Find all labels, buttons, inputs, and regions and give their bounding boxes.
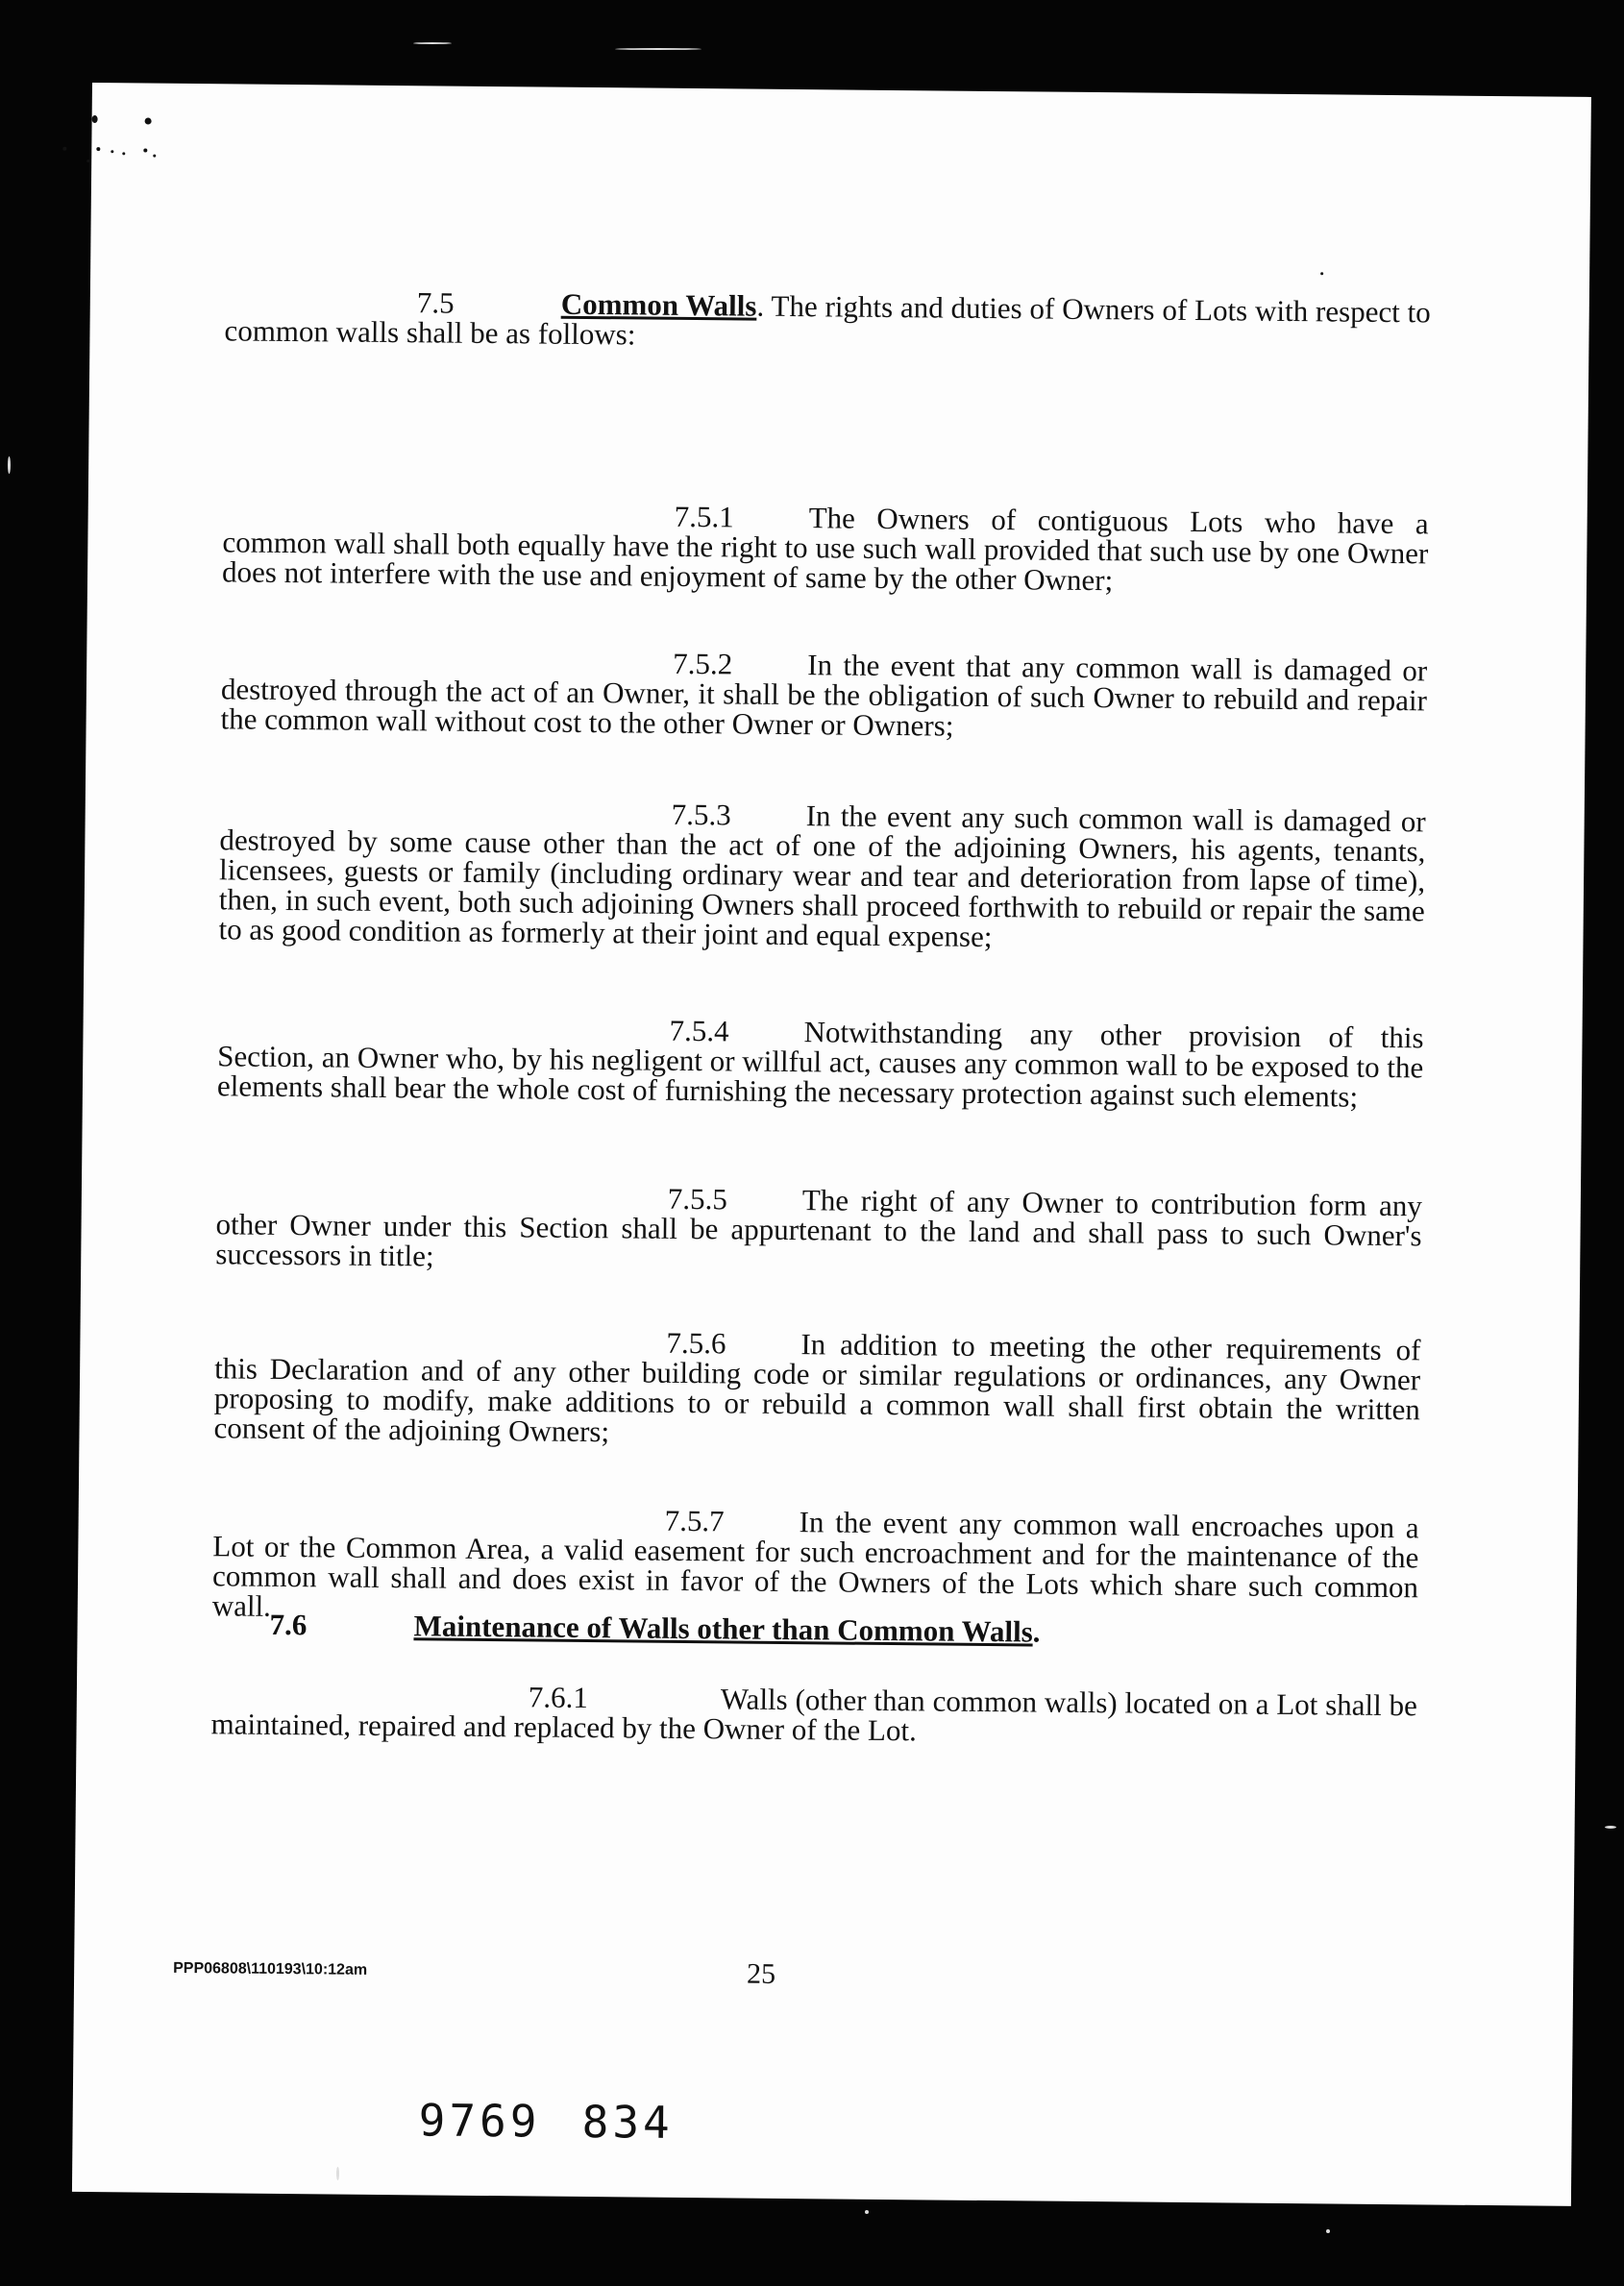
subsection-text: In the event that any common wall is damaged or destroyed through the act of an Owner, it shall be the obligation of such Owner to rebuild and repair the common wall without cost to the other Owner or Owners; xyxy=(220,648,1428,743)
scan-speck xyxy=(8,456,11,474)
subsection-7-5-5 xyxy=(215,1179,1422,1280)
scan-speck xyxy=(153,155,156,158)
document-page xyxy=(72,83,1591,2206)
subsection-7-5-6 xyxy=(213,1323,1420,1454)
section-number: 7.5 xyxy=(416,285,455,320)
subsection-number: 7.5.3 xyxy=(671,797,731,832)
scan-speck xyxy=(1320,272,1323,275)
subsection-number: 7.6.1 xyxy=(528,1680,589,1715)
subsection-7-5-2 xyxy=(221,644,1428,745)
stamp-number-right: 834 xyxy=(581,2095,675,2149)
scan-speck xyxy=(865,2210,869,2214)
scan-speck xyxy=(96,147,100,151)
scan-speck xyxy=(1326,2229,1330,2233)
subsection-number: 7.5.2 xyxy=(673,646,733,681)
scan-speck xyxy=(111,150,113,153)
subsection-number: 7.5.4 xyxy=(669,1013,729,1048)
scan-speck xyxy=(122,152,125,155)
subsection-number: 7.5.5 xyxy=(667,1181,728,1217)
scan-speck xyxy=(336,2167,339,2180)
scan-speck xyxy=(62,147,66,151)
page-number: 25 xyxy=(746,1957,776,1990)
scan-speck xyxy=(145,118,152,125)
scan-speck xyxy=(413,42,452,44)
scan-speck xyxy=(1605,1826,1616,1829)
subsection-text: The Owners of contiguous Lots who have a common wall shall both equally have the right to use such wall provided that such use by one Owner does not interfere with the use and enjoyment of same by the other Owner; xyxy=(221,501,1429,598)
scan-speck xyxy=(143,149,147,153)
section-intro: . The rights and duties of Owners of Lots with respect to common walls shall be as follows: xyxy=(224,288,1431,352)
subsection-7-6-1 xyxy=(210,1679,1417,1750)
stamp-number-left: 9769 xyxy=(418,2094,541,2148)
subsection-number: 7.5.7 xyxy=(664,1503,725,1538)
section-number: 7.6 xyxy=(269,1607,308,1642)
subsection-text: Notwithstanding any other provision of this Section, an Owner who, by his negligent or willful act, causes any common wall to be exposed to the elements shall bear the whole cost of furnishing the necessary protection against such elements; xyxy=(216,1015,1424,1114)
section-7-6-heading xyxy=(269,1608,1040,1650)
subsection-text: In the event any such common wall is damaged or destroyed by some cause other than the act of one of the adjoining Owners, his agents, tenants, licensees, guests or family (including ordinary wear and tear and deterioration from lapse of time), then, in such event, both such adjoining Owners shall proceed forthwith to rebuild or repair the same to as good condition as formerly at their joint and equal expense; xyxy=(218,799,1426,954)
section-title: Maintenance of Walls other than Common Walls xyxy=(413,1609,1033,1649)
subsection-text: The right of any Owner to contribution form any other Owner under this Section shall be appurtenant to the land and shall pass to such Owner's successors in title; xyxy=(215,1183,1423,1273)
section-title-suffix: . xyxy=(1032,1614,1041,1649)
subsection-7-5-4 xyxy=(217,1011,1424,1112)
subsection-number: 7.5.6 xyxy=(666,1325,726,1361)
section-7-5-paragraph xyxy=(224,285,1431,356)
scan-speck xyxy=(86,160,89,162)
subsection-text: In addition to meeting the other requirements of this Declaration and of any other building code or similar regulations or ordinances, any Owner proposing to modify, make additions to or rebuild a common wall shall first obtain the written consent of the adjoining Owners; xyxy=(213,1327,1421,1449)
document-code: PPP06808\110193\10:12am xyxy=(173,1959,368,1979)
scan-speck xyxy=(92,115,98,123)
scan-speck xyxy=(615,48,701,50)
section-title: Common Walls xyxy=(560,286,757,323)
subsection-text: Walls (other than common walls) located on a Lot shall be maintained, repaired and replaced by the Owner of the Lot. xyxy=(210,1682,1418,1748)
subsection-text: In the event any common wall encroaches upon a Lot or the Common Area, a valid easement for such encroachment and for the maintenance of the common wall shall and does exist in favor of the Owners of the Lots which share such common wall. xyxy=(211,1505,1419,1623)
subsection-number: 7.5.1 xyxy=(674,499,734,534)
subsection-7-5-1 xyxy=(222,497,1429,598)
subsection-7-5-3 xyxy=(218,795,1425,955)
